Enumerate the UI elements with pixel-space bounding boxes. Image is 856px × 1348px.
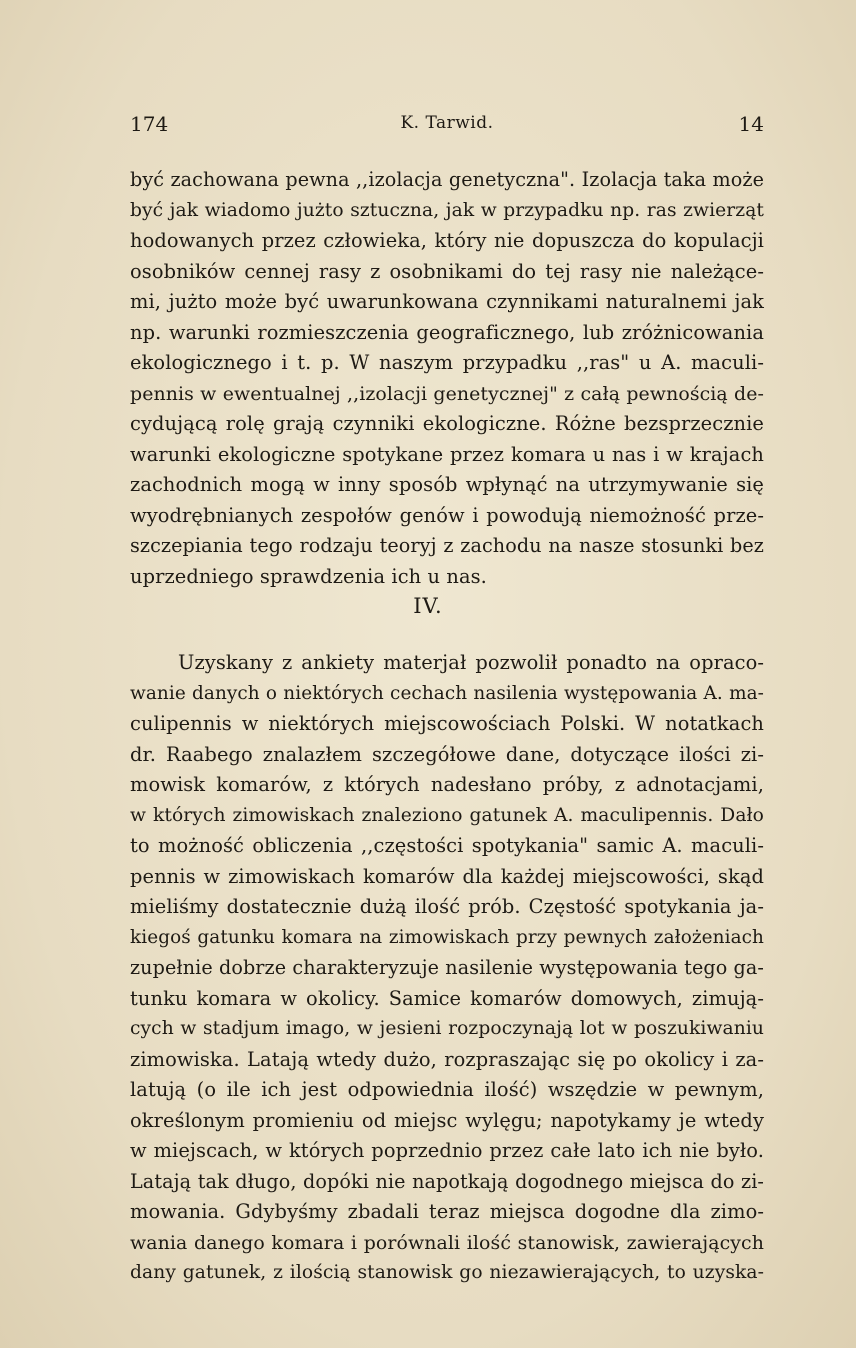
text-line: zachodnich mogą w inny sposób wpłynąć na utrzymywanie się: [130, 473, 764, 496]
paragraph-section-iv: [130, 648, 764, 1289]
text-line: w których zimowiskach znaleziono gatunek A. maculipennis. Dało: [130, 804, 764, 826]
text-line: Latają tak długo, dopóki nie napotkają dogodnego miejsca do zi-: [130, 1169, 764, 1193]
page-number-right: 14: [738, 112, 764, 136]
text-line: pennis w ewentualnej ,,izolacji genetycznej" z całą pewnością de-: [130, 382, 764, 405]
text-line: określonym promieniu od miejsc wylęgu; napotykamy je wtedy: [130, 1108, 764, 1132]
text-line: mowania. Gdybyśmy zbadali teraz miejsca dogodne dla zimo-: [130, 1200, 764, 1223]
paragraph-continuation: [130, 165, 764, 592]
text-line: culipennis w niektórych miejscowościach Polski. W notatkach: [130, 712, 764, 735]
text-line: ekologicznego i t. p. W naszym przypadku ,,ras" u A. maculi-: [130, 351, 764, 374]
text-line: mowisk komarów, z których nadesłano próby, z adnotacjami,: [130, 773, 764, 796]
running-head-author: K. Tarwid.: [400, 113, 494, 133]
text-line: dany gatunek, z ilością stanowisk go niezawierających, to uzyska-: [130, 1262, 764, 1283]
text-line: osobników cennej rasy z osobnikami do tej rasy nie należące-: [130, 259, 764, 283]
running-head: [130, 112, 764, 140]
text-line: być jak wiadomo jużto sztuczna, jak w przypadku np. ras zwierząt: [130, 199, 764, 221]
text-line: uprzedniego sprawdzenia ich u nas.: [130, 564, 487, 588]
text-line: w miejscach, w których poprzednio przez całe lato ich nie było.: [130, 1139, 764, 1162]
text-line: mieliśmy dostatecznie dużą ilość prób. Częstość spotykania ja-: [130, 895, 764, 918]
text-line: kiegoś gatunku komara na zimowiskach przy pewnych założeniach: [130, 926, 764, 948]
text-line: pennis w zimowiskach komarów dla każdej miejscowości, skąd: [130, 864, 764, 888]
text-line: być zachowana pewna ,,izolacja genetyczna". Izolacja taka może: [130, 168, 764, 191]
text-line: zupełnie dobrze charakteryzuje nasilenie występowania tego ga-: [130, 956, 764, 979]
text-line: zimowiska. Latają wtedy dużo, rozpraszając się po okolicy i za-: [130, 1047, 764, 1071]
text-line: cych w stadjum imago, w jesieni rozpoczynają lot w poszukiwaniu: [130, 1018, 764, 1039]
text-line: warunki ekologiczne spotykane przez komara u nas i w krajach: [130, 442, 764, 466]
text-line: tunku komara w okolicy. Samice komarów domowych, zimują-: [130, 986, 764, 1010]
text-line: np. warunki rozmieszczenia geograficznego, lub zróżnicowania: [130, 320, 764, 344]
text-line: cydującą rolę grają czynniki ekologiczne. Różne bezsprzecznie: [130, 412, 764, 435]
text-line: to możność obliczenia ,,częstości spotykania" samic A. maculi-: [130, 834, 764, 857]
page-number-left: 174: [130, 112, 169, 136]
text-line: mi, jużto może być uwarunkowana czynnikami naturalnemi jak: [130, 290, 764, 313]
section-heading: IV.: [413, 594, 443, 618]
text-line: wania danego komara i porównali ilość stanowisk, zawierających: [130, 1231, 764, 1254]
text-line: latują (o ile ich jest odpowiednia ilość) wszędzie w pewnym,: [130, 1078, 764, 1101]
text-line: Uzyskany z ankiety materjał pozwolił ponadto na opraco-: [178, 651, 764, 674]
text-line: wyodrębnianych zespołów genów i powodują niemożność prze-: [130, 503, 764, 527]
text-line: szczepiania tego rodzaju teoryj z zachodu na nasze stosunki bez: [130, 534, 764, 557]
text-line: wanie danych o niektórych cechach nasilenia występowania A. ma-: [130, 682, 764, 704]
text-line: dr. Raabego znalazłem szczegółowe dane, dotyczące ilości zi-: [130, 742, 764, 766]
text-line: hodowanych przez człowieka, który nie dopuszcza do kopulacji: [130, 229, 764, 252]
